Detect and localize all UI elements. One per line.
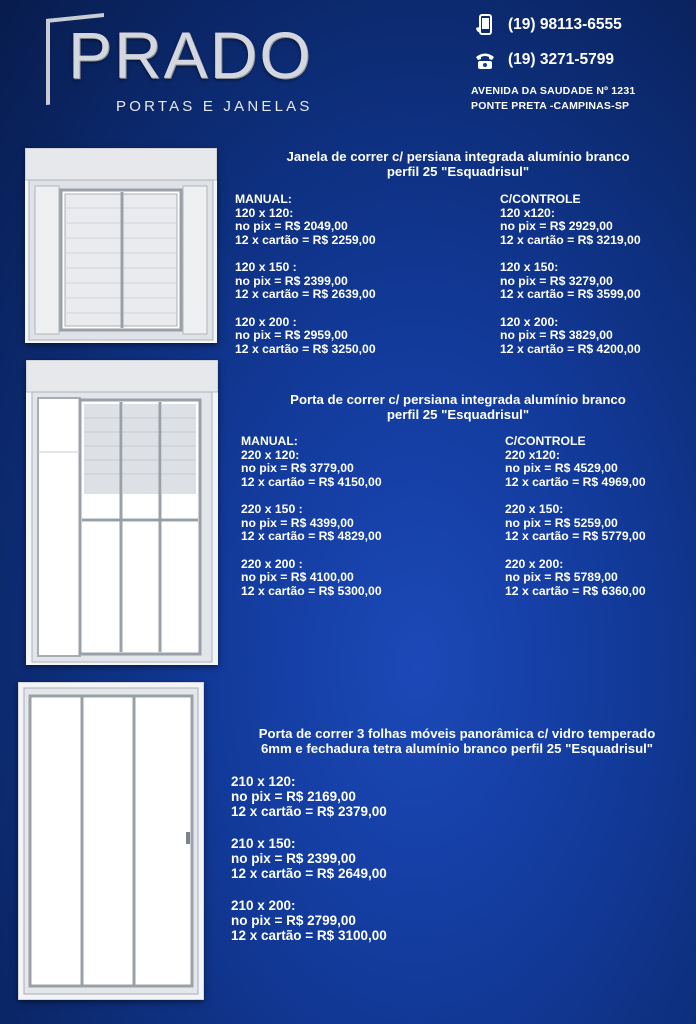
price-line: no pix = R$ 2049,00 — [235, 219, 348, 233]
price-line: 12 x cartão = R$ 5300,00 — [241, 583, 382, 598]
price-line: Janela de correr c/ persiana integrada alumínio branco — [286, 149, 630, 164]
price-line: 12 x cartão = R$ 6360,00 — [505, 583, 646, 598]
price-line: 220 x 150: — [505, 502, 564, 516]
price-line: no pix = R$ 2169,00 — [231, 789, 356, 804]
product-2-title — [238, 392, 678, 422]
controle-heading: C/CONTROLE — [505, 434, 586, 448]
price-line: 12 x cartão = R$ 4969,00 — [505, 474, 646, 489]
product-image-window — [25, 148, 217, 343]
price-line: no pix = R$ 2399,00 — [231, 851, 356, 866]
address-line2: PONTE PRETA -CAMPINAS-SP — [471, 100, 630, 112]
price-line: no pix = R$ 3279,00 — [500, 273, 613, 288]
price-line: no pix = R$ 4100,00 — [241, 570, 354, 584]
product-1-title — [232, 149, 684, 179]
telephone-icon — [474, 49, 496, 71]
product-1-manual-prices — [235, 193, 376, 356]
price-line: 120 x 150: — [500, 260, 559, 274]
price-line: 12 x cartão = R$ 4829,00 — [241, 529, 382, 543]
price-line: 12 x cartão = R$ 3250,00 — [235, 341, 376, 356]
product-3-prices — [231, 774, 387, 943]
price-line: 220 x 200 : — [241, 556, 303, 571]
price-line: 12 x cartão = R$ 4150,00 — [241, 474, 382, 489]
price-line: no pix = R$ 5259,00 — [505, 515, 618, 530]
price-line: 12 x cartão = R$ 2259,00 — [235, 232, 376, 247]
price-line: 12 x cartão = R$ 3100,00 — [231, 928, 387, 943]
price-line: Porta de correr c/ persiana integrada alumínio branco — [290, 392, 626, 407]
contact-phone[interactable] — [474, 49, 614, 71]
price-line: no pix = R$ 2399,00 — [235, 273, 348, 288]
phone-number: (19) 3271-5799 — [508, 51, 614, 68]
price-line: perfil 25 "Esquadrisul" — [386, 407, 530, 422]
product-3-title — [224, 726, 690, 756]
brand-tagline: PORTAS E JANELAS — [116, 98, 313, 115]
product-2-controle-prices — [505, 435, 646, 598]
price-line: no pix = R$ 4529,00 — [505, 461, 618, 475]
price-line: no pix = R$ 2929,00 — [500, 219, 613, 233]
price-line: no pix = R$ 5789,00 — [505, 570, 618, 584]
price-line: 12 x cartão = R$ 2649,00 — [231, 866, 387, 881]
price-line: 220 x 200: — [505, 556, 564, 571]
price-line: no pix = R$ 3829,00 — [500, 328, 613, 342]
price-line: perfil 25 "Esquadrisul" — [386, 164, 530, 179]
price-line: 210 x 150: — [231, 836, 296, 851]
product-image-blind-door — [26, 360, 218, 665]
mobile-number: (19) 98113-6555 — [508, 16, 622, 33]
address — [471, 84, 635, 114]
price-line: 12 x cartão = R$ 5779,00 — [505, 529, 646, 543]
price-line: 210 x 120: — [231, 774, 296, 789]
address-line1: AVENIDA DA SAUDADE Nº 1231 — [471, 85, 636, 97]
price-line: 12 x cartão = R$ 2379,00 — [231, 804, 387, 819]
price-line: 120 x120: — [500, 205, 555, 220]
price-line: 220 x120: — [505, 447, 560, 462]
price-line: 220 x 150 : — [241, 502, 303, 516]
manual-heading: MANUAL: — [235, 192, 292, 206]
price-line: 210 x 200: — [231, 898, 296, 913]
product-image-panoramic-door — [18, 682, 204, 1000]
price-line: no pix = R$ 2959,00 — [235, 328, 348, 342]
price-line: 12 x cartão = R$ 4200,00 — [500, 341, 641, 356]
controle-heading: C/CONTROLE — [500, 192, 581, 206]
brand-logo — [42, 14, 352, 124]
brand-name: PRADO — [68, 18, 313, 92]
price-line: 6mm e fechadura tetra alumínio branco perfil 25 "Esquadrisul" — [260, 741, 654, 756]
price-line: 120 x 200 : — [235, 314, 297, 329]
product-2-manual-prices — [241, 435, 382, 598]
price-line: 120 x 150 : — [235, 260, 297, 274]
price-line: no pix = R$ 3779,00 — [241, 461, 354, 475]
price-line: 220 x 120: — [241, 447, 300, 462]
price-line: 12 x cartão = R$ 3599,00 — [500, 287, 641, 301]
price-line: 12 x cartão = R$ 2639,00 — [235, 287, 376, 301]
contact-mobile[interactable] — [474, 14, 622, 36]
price-line: Porta de correr 3 folhas móveis panorâmica c/ vidro temperado — [258, 726, 656, 741]
product-1-controle-prices — [500, 193, 641, 356]
price-line: 120 x 120: — [235, 205, 294, 220]
mobile-phone-icon — [474, 14, 496, 36]
price-line: 12 x cartão = R$ 3219,00 — [500, 232, 641, 247]
price-line: no pix = R$ 2799,00 — [231, 913, 356, 928]
price-line: 120 x 200: — [500, 314, 559, 329]
manual-heading: MANUAL: — [241, 434, 298, 448]
price-line: no pix = R$ 4399,00 — [241, 515, 354, 530]
